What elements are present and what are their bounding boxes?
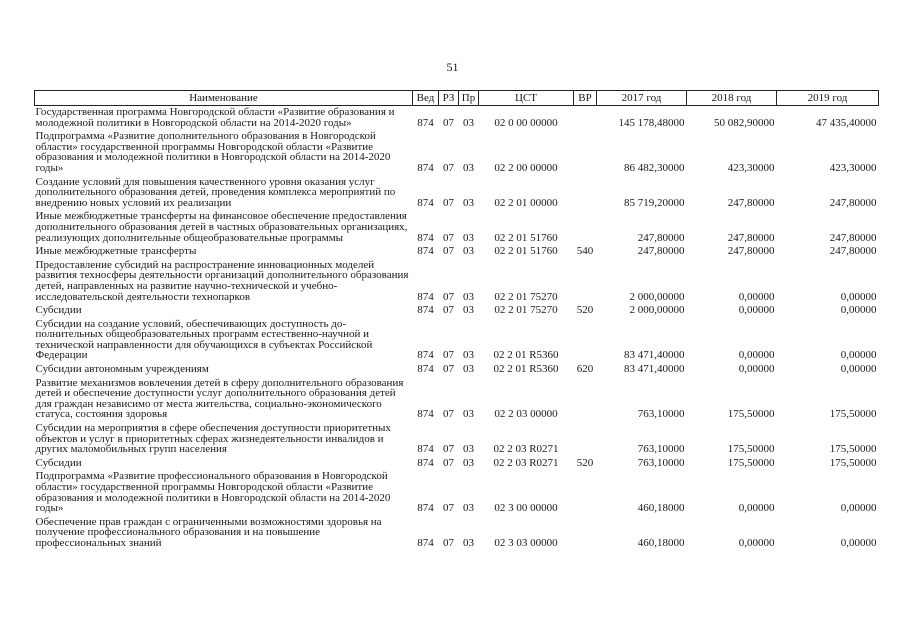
cell-2019: 423,30000 — [829, 161, 877, 174]
cell-vr — [574, 377, 597, 422]
cell-rz: 07 — [443, 443, 454, 456]
cell-rz: 07 — [443, 456, 454, 469]
header-vr: ВР — [574, 91, 597, 106]
cell-2018: 0,00000 — [738, 304, 775, 317]
cell-rz: 07 — [443, 363, 454, 376]
cell-2018: 247,80000 — [727, 231, 775, 244]
cell-rz: 07 — [443, 536, 454, 549]
cell-rz: 07 — [443, 231, 454, 244]
cell-ved: 874 — [417, 456, 434, 469]
cell-name: Государственная программа Новгородской области «Развитие образования и молодежной политики в Новгородской области на 2014-2020 годы» — [35, 106, 395, 129]
cell-cst: 02 2 01 00000 — [494, 196, 558, 209]
cell-cst: 02 2 03 R0271 — [493, 443, 559, 456]
cell-2019: 0,00000 — [840, 290, 877, 303]
cell-rz: 07 — [443, 116, 454, 129]
cell-pr: 03 — [463, 196, 474, 209]
cell-2017: 145 178,48000 — [618, 116, 685, 129]
table-row — [35, 130, 879, 175]
header-rz: РЗ — [439, 91, 459, 106]
table-row — [35, 176, 879, 211]
cell-2018: 247,80000 — [727, 245, 775, 258]
cell-vr — [574, 106, 597, 131]
cell-cst: 02 2 01 75270 — [494, 304, 558, 317]
cell-cst: 02 2 01 51760 — [494, 231, 558, 244]
cell-pr: 03 — [463, 408, 474, 421]
cell-2018: 175,50000 — [727, 456, 775, 469]
table-row — [35, 210, 879, 245]
table-row — [35, 422, 879, 457]
cell-cst: 02 2 03 R0271 — [493, 456, 559, 469]
cell-2019: 247,80000 — [829, 245, 877, 258]
cell-2017: 2 000,00000 — [629, 290, 685, 303]
table-row — [35, 259, 879, 304]
cell-name: Субсидии — [35, 304, 82, 317]
cell-pr: 03 — [463, 245, 474, 258]
table-row — [35, 377, 879, 422]
cell-vr — [574, 259, 597, 304]
cell-cst: 02 2 00 00000 — [494, 161, 558, 174]
cell-rz: 07 — [443, 196, 454, 209]
cell-pr: 03 — [463, 231, 474, 244]
table-header — [35, 91, 879, 106]
table-row — [35, 304, 879, 318]
cell-ved: 874 — [417, 196, 434, 209]
cell-ved: 874 — [417, 443, 434, 456]
cell-ved: 874 — [417, 116, 434, 129]
cell-pr: 03 — [463, 443, 474, 456]
header-cst: ЦСТ — [479, 91, 574, 106]
cell-2017: 247,80000 — [637, 231, 685, 244]
cell-cst: 02 2 01 R5360 — [493, 349, 559, 362]
cell-pr: 03 — [463, 349, 474, 362]
cell-vr — [574, 422, 597, 457]
header-2017: 2017 год — [597, 91, 687, 106]
table-row — [35, 470, 879, 515]
cell-2018: 0,00000 — [738, 502, 775, 515]
cell-vr — [574, 318, 597, 363]
cell-rz: 07 — [443, 408, 454, 421]
cell-ved: 874 — [417, 363, 434, 376]
cell-2018: 175,50000 — [727, 443, 775, 456]
cell-ved: 874 — [417, 536, 434, 549]
cell-ved: 874 — [417, 231, 434, 244]
cell-rz: 07 — [443, 304, 454, 317]
cell-vr — [574, 176, 597, 211]
cell-pr: 03 — [463, 161, 474, 174]
cell-cst: 02 2 01 R5360 — [493, 363, 559, 376]
cell-2019: 47 435,40000 — [816, 116, 877, 129]
cell-2019: 0,00000 — [840, 502, 877, 515]
cell-ved: 874 — [417, 349, 434, 362]
cell-2017: 763,10000 — [637, 456, 685, 469]
cell-2018: 175,50000 — [727, 408, 775, 421]
cell-rz: 07 — [443, 290, 454, 303]
cell-2017: 460,18000 — [637, 536, 685, 549]
cell-2017: 86 482,30000 — [624, 161, 685, 174]
cell-rz: 07 — [443, 502, 454, 515]
cell-vr — [574, 516, 597, 551]
cell-2018: 0,00000 — [738, 290, 775, 303]
table-body — [35, 106, 879, 551]
cell-2018: 423,30000 — [727, 161, 775, 174]
cell-2017: 763,10000 — [637, 408, 685, 421]
header-2019: 2019 год — [777, 91, 879, 106]
cell-2018: 0,00000 — [738, 536, 775, 549]
cell-2019: 0,00000 — [840, 536, 877, 549]
cell-name: Субсидии на создание условий, обеспечивающих доступность дополнительных общеобразовательных программ естественно-научной и технической направленности для обучающихся в субъектах Российской Федерации — [35, 317, 373, 362]
cell-cst: 02 3 03 00000 — [494, 536, 558, 549]
cell-2018: 0,00000 — [738, 349, 775, 362]
cell-2019: 247,80000 — [829, 196, 877, 209]
cell-pr: 03 — [463, 502, 474, 515]
cell-vr — [574, 130, 597, 175]
cell-vr: 540 — [576, 245, 594, 258]
cell-ved: 874 — [417, 408, 434, 421]
cell-name: Создание условий для повышения качественного уровня оказания услуг дополнительного образования детей, проведения комплекса мероприятий по внедрению новых условий их реализации — [35, 175, 396, 209]
cell-2018: 50 082,90000 — [714, 116, 775, 129]
cell-name: Предоставление субсидий на распространение инновационных моделей развития техносферы деятельности организаций дополнительного образования детей, направленных на развитие научно-технической и учебно-исследовательской деятельности технопарков — [35, 258, 409, 303]
table-row — [35, 457, 879, 471]
cell-cst: 02 2 01 51760 — [494, 245, 558, 258]
cell-rz: 07 — [443, 245, 454, 258]
cell-2017: 83 471,40000 — [624, 349, 685, 362]
page-number: 51 — [446, 60, 459, 74]
cell-pr: 03 — [463, 536, 474, 549]
cell-2017: 85 719,20000 — [624, 196, 685, 209]
cell-2019: 175,50000 — [829, 456, 877, 469]
cell-pr: 03 — [463, 456, 474, 469]
cell-vr: 520 — [576, 456, 594, 469]
cell-cst: 02 3 00 00000 — [494, 502, 558, 515]
cell-vr — [574, 470, 597, 515]
table-row — [35, 318, 879, 363]
cell-name: Иные межбюджетные трансферты — [35, 245, 197, 258]
header-2018: 2018 год — [687, 91, 777, 106]
cell-rz: 07 — [443, 349, 454, 362]
cell-pr: 03 — [463, 116, 474, 129]
cell-2019: 0,00000 — [840, 349, 877, 362]
cell-2019: 247,80000 — [829, 231, 877, 244]
cell-rz: 07 — [443, 161, 454, 174]
cell-name: Обеспечение прав граждан с ограниченными возможностями здоровья на получение профессионального образования и на повышение профессиональных знаний — [35, 515, 382, 549]
cell-name: Субсидии на мероприятия в сфере обеспечения доступности приоритетных объектов и услуг в приоритетных сферах жизнедеятельности инвалидов и других маломобильных групп населения — [35, 422, 391, 456]
cell-2017: 83 471,40000 — [624, 363, 685, 376]
cell-ved: 874 — [417, 245, 434, 258]
cell-2019: 175,50000 — [829, 408, 877, 421]
cell-vr: 620 — [576, 363, 594, 376]
cell-pr: 03 — [463, 290, 474, 303]
cell-2019: 0,00000 — [840, 304, 877, 317]
table-row — [35, 245, 879, 259]
cell-name: Подпрограмма «Развитие дополнительного образования в Новгородской области» государственной программы Новгородской области «Развитие образования и молодежной политики в Новгородской области на 2014-2020 годы» — [35, 130, 391, 174]
table-row — [35, 516, 879, 551]
cell-pr: 03 — [463, 363, 474, 376]
cell-2017: 763,10000 — [637, 443, 685, 456]
cell-2019: 0,00000 — [840, 363, 877, 376]
cell-vr — [574, 210, 597, 245]
cell-name: Субсидии автономным учреждениям — [35, 363, 209, 376]
cell-2017: 460,18000 — [637, 502, 685, 515]
cell-2017: 2 000,00000 — [629, 304, 685, 317]
cell-cst: 02 0 00 00000 — [494, 116, 558, 129]
table-row — [35, 106, 879, 131]
budget-table — [34, 90, 879, 551]
cell-2018: 0,00000 — [738, 363, 775, 376]
cell-vr: 520 — [576, 304, 594, 317]
cell-ved: 874 — [417, 304, 434, 317]
header-pr: Пр — [459, 91, 479, 106]
cell-name: Развитие механизмов вовлечения детей в сферу дополнительного образования детей и обеспечение доступности услуг дополнительного образования детей для граждан независимо от места жительства, социально-экономического статуса, состояния здоровья — [35, 376, 404, 421]
cell-ved: 874 — [417, 161, 434, 174]
cell-name: Подпрограмма «Развитие профессионального образования в Новгородской области» государственной программы Новгородской области «Развитие образования и молодежной политики в Новгородской области на 2014-2020 годы» — [35, 470, 391, 515]
cell-cst: 02 2 01 75270 — [494, 290, 558, 303]
cell-2019: 175,50000 — [829, 443, 877, 456]
header-name: Наименование — [35, 91, 413, 106]
cell-cst: 02 2 03 00000 — [494, 408, 558, 421]
header-ved: Вед — [413, 91, 439, 106]
cell-2018: 247,80000 — [727, 196, 775, 209]
cell-ved: 874 — [417, 290, 434, 303]
cell-2017: 247,80000 — [637, 245, 685, 258]
cell-ved: 874 — [417, 502, 434, 515]
cell-name: Иные межбюджетные трансферты на финансовое обеспечение предоставления дополнительного образования детей в частных образовательных организациях, реализующих дополнительные общеобразовательные программы — [35, 210, 408, 244]
cell-name: Субсидии — [35, 456, 82, 469]
cell-pr: 03 — [463, 304, 474, 317]
table-row — [35, 363, 879, 377]
